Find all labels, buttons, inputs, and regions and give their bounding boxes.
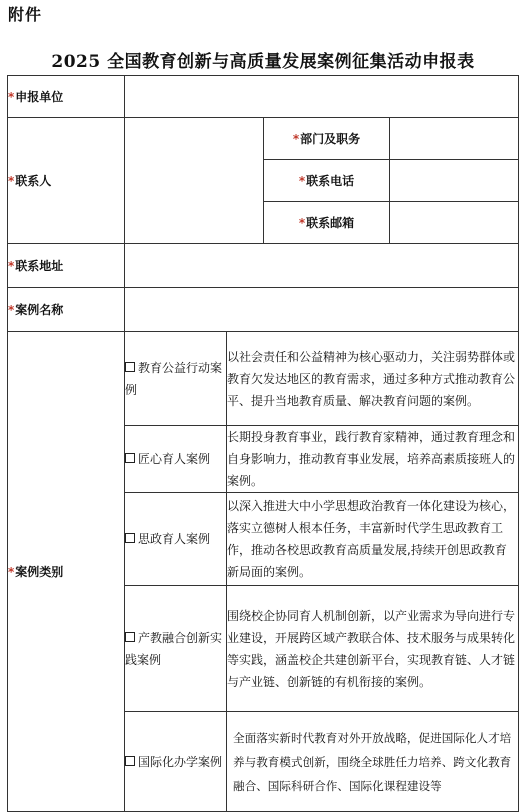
email-label: *联系邮箱 <box>264 202 390 244</box>
required-mark: * <box>298 216 306 230</box>
dept-position-field[interactable] <box>390 118 519 160</box>
dept-position-label: *部门及职务 <box>264 118 390 160</box>
case-category-label: *案例类别 <box>8 332 125 812</box>
category-description: 长期投身教育事业，践行教育家精神，通过教育理念和自身影响力，推动教育事业发展，培养高素质接班人的案例。 <box>227 426 519 493</box>
checkbox-icon[interactable] <box>125 453 135 463</box>
form-title: 2025 全国教育创新与高质量发展案例征集活动申报表 <box>51 52 475 72</box>
required-mark: * <box>298 174 306 188</box>
address-field[interactable] <box>125 244 519 288</box>
case-name-row <box>8 288 519 332</box>
case-name-label: *案例名称 <box>8 288 125 332</box>
category-description: 全面落实新时代教育对外开放战略，促进国际化人才培养与教育模式创新，围绕全球胜任力培养、跨文化教育融合、国际科研合作、国际化课程建设等 <box>227 712 519 812</box>
contact-person-field[interactable] <box>125 118 264 244</box>
category-description: 以深入推进大中小学思想政治教育一体化建设为核心，落实立德树人根本任务，丰富新时代学生思政教育工作，推动各校思政教育高质量发展,持续开创思政教育新局面的案例。 <box>227 493 519 586</box>
address-row <box>8 244 519 288</box>
phone-label: *联系电话 <box>264 160 390 202</box>
category-row <box>8 332 519 426</box>
checkbox-icon[interactable] <box>125 756 135 766</box>
email-field[interactable] <box>390 202 519 244</box>
checkbox-icon[interactable] <box>125 362 135 372</box>
required-mark: * <box>8 259 15 273</box>
category-description: 围绕校企协同育人机制创新，以产业需求为导向进行专业建设，开展跨区域产教联合体、技术服务与成果转化等实践，涵盖校企共建创新平台，实现教育链、人才链与产业链、创新链的有机衔接的案例。 <box>227 586 519 712</box>
address-label: *联系地址 <box>8 244 125 288</box>
category-option[interactable]: 产教融合创新实践案例 <box>125 586 227 712</box>
application-form-table <box>7 75 519 812</box>
checkbox-icon[interactable] <box>125 632 135 642</box>
contact-person-label: *联系人 <box>8 118 125 244</box>
attachment-label: 附件 <box>8 5 43 24</box>
required-mark: * <box>8 174 15 188</box>
checkbox-icon[interactable] <box>125 533 135 543</box>
applicant-unit-field[interactable] <box>125 76 519 118</box>
category-option[interactable]: 匠心育人案例 <box>125 426 227 493</box>
category-option[interactable]: 思政育人案例 <box>125 493 227 586</box>
category-option[interactable]: 国际化办学案例 <box>125 712 227 812</box>
category-option[interactable]: 教育公益行动案例 <box>125 332 227 426</box>
required-mark: * <box>292 132 300 146</box>
required-mark: * <box>8 565 15 579</box>
contact-row-dept <box>8 118 519 160</box>
applicant-unit-label: *申报单位 <box>8 76 125 118</box>
category-description: 以社会责任和公益精神为核心驱动力，关注弱势群体或教育欠发达地区的教育需求，通过多种方式推动教育公平、提升当地教育质量、解决教育问题的案例。 <box>227 332 519 426</box>
phone-field[interactable] <box>390 160 519 202</box>
applicant-unit-row <box>8 76 519 118</box>
case-name-field[interactable] <box>125 288 519 332</box>
required-mark: * <box>8 303 15 317</box>
required-mark: * <box>8 90 15 104</box>
